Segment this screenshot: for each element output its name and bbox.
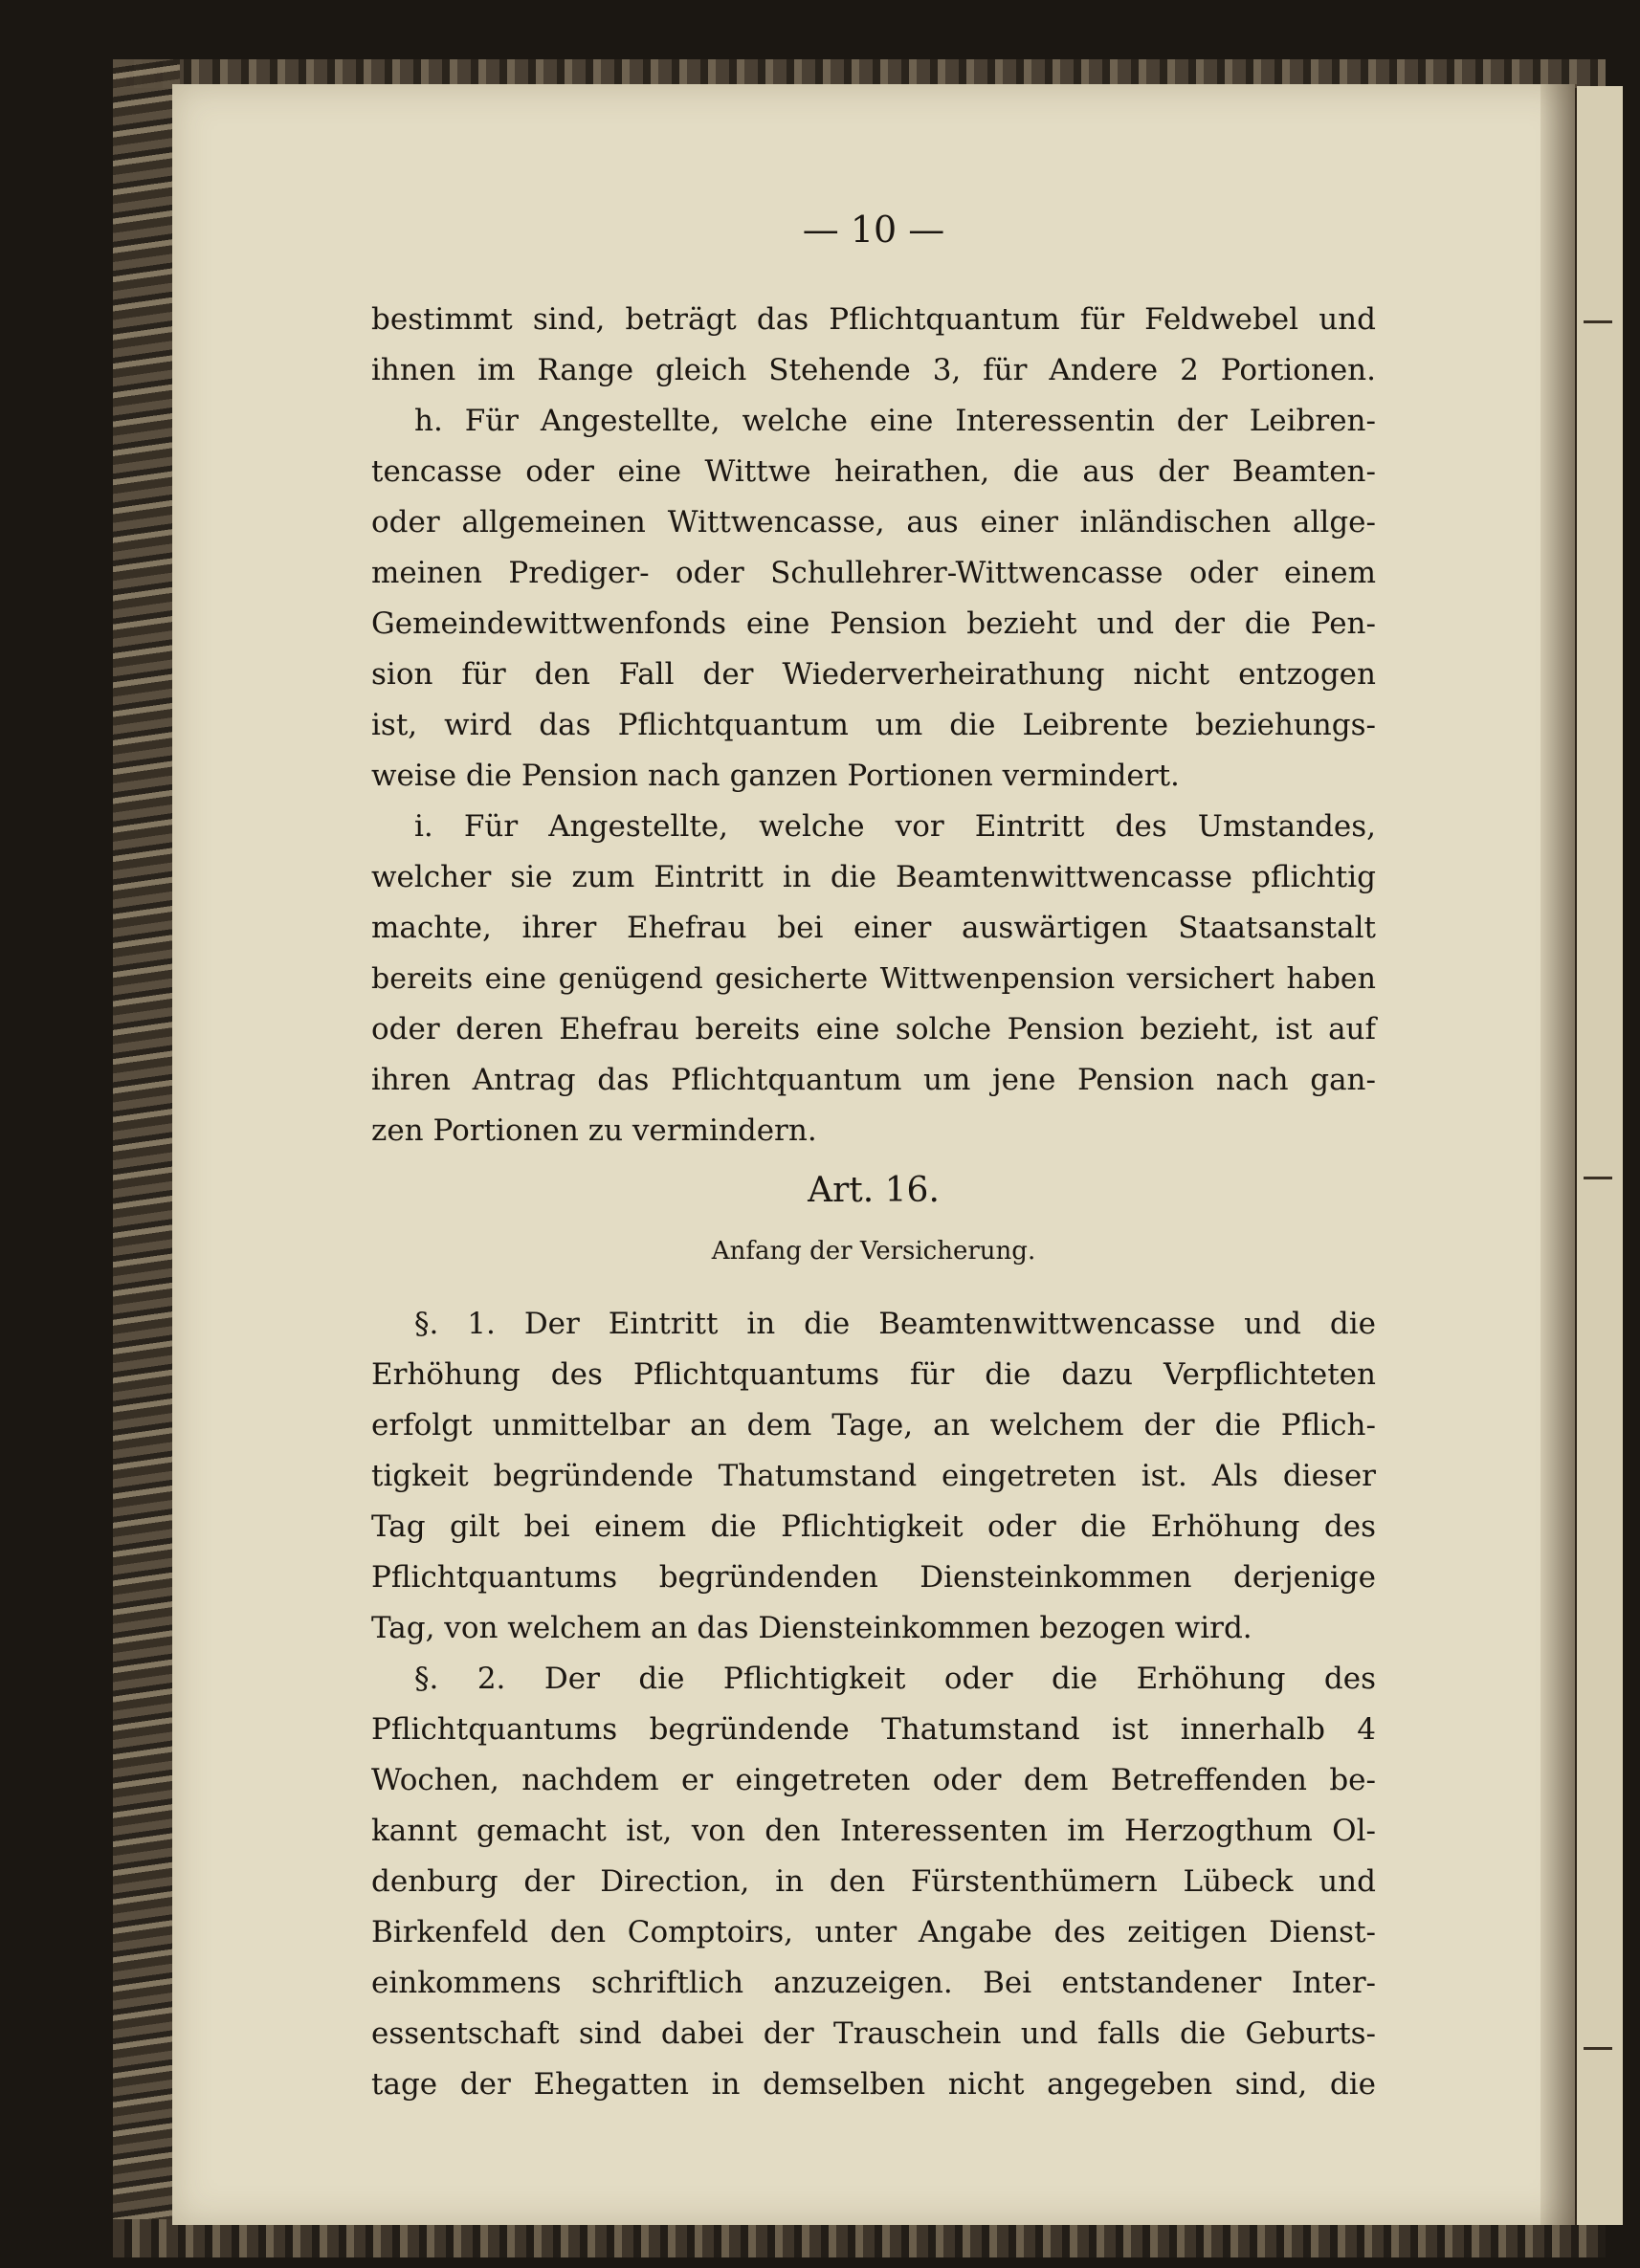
book-cover-bottom xyxy=(113,2219,1606,2257)
text-line: ist, wird das Pflichtquantum um die Leibrente beziehungs- xyxy=(371,708,1376,742)
text-block-2 xyxy=(371,1299,1376,2110)
binding-stitch xyxy=(1584,320,1612,323)
text-line: sion für den Fall der Wiederverheirathung nicht entzogen xyxy=(371,657,1376,692)
text-line: weise die Pension nach ganzen Portionen vermindert. xyxy=(371,759,1180,793)
facing-page-edge xyxy=(1577,86,1623,2225)
text-line: machte, ihrer Ehefrau bei einer auswärtigen Staatsanstalt xyxy=(371,911,1376,945)
text-line: §. 2. Der die Pflichtigkeit oder die Erhöhung des xyxy=(414,1662,1376,1696)
text-line: denburg der Direction, in den Fürstenthümern Lübeck und xyxy=(371,1864,1376,1899)
text-line: essentschaft sind dabei der Trauschein und falls die Geburts- xyxy=(371,2016,1376,2051)
text-line: bestimmt sind, beträgt das Pflichtquantum für Feldwebel und xyxy=(371,302,1376,337)
text-line: Tag gilt bei einem die Pflichtigkeit oder die Erhöhung des xyxy=(371,1509,1376,1544)
text-line: Pflichtquantums begründende Thatumstand ist innerhalb 4 xyxy=(371,1712,1376,1747)
text-line: Tag, von welchem an das Diensteinkommen bezogen wird. xyxy=(371,1611,1252,1645)
text-line: ihnen im Range gleich Stehende 3, für Andere 2 Portionen. xyxy=(371,353,1376,387)
book-cover-marbled-edge xyxy=(113,59,180,2245)
text-line: Gemeindewittwenfonds eine Pension bezieht und der die Pen- xyxy=(371,606,1376,641)
text-line: tage der Ehegatten in demselben nicht angegeben sind, die xyxy=(371,2067,1376,2102)
text-line: bereits eine genügend gesicherte Wittwenpension versichert haben xyxy=(371,962,1376,996)
text-line: tencasse oder eine Wittwe heirathen, die aus der Beamten- xyxy=(371,454,1376,489)
text-line: §. 1. Der Eintritt in die Beamtenwittwencasse und die xyxy=(414,1307,1376,1341)
page-gutter-shadow xyxy=(1540,84,1577,2225)
text-line: welcher sie zum Eintritt in die Beamtenwittwencasse pflichtig xyxy=(371,860,1376,894)
text-line: Wochen, nachdem er eingetreten oder dem Betreffenden be- xyxy=(371,1763,1376,1797)
text-line: meinen Prediger- oder Schullehrer-Wittwencasse oder einem xyxy=(371,556,1376,590)
article-title: Art. 16. xyxy=(808,1171,940,1210)
page-number: — 10 — xyxy=(802,209,945,251)
text-line: tigkeit begründende Thatumstand eingetreten ist. Als dieser xyxy=(371,1459,1376,1493)
text-block-1 xyxy=(371,295,1376,1156)
article-subtitle: Anfang der Versicherung. xyxy=(711,1237,1036,1266)
binding-stitch xyxy=(1584,2047,1612,2050)
text-line: i. Für Angestellte, welche vor Eintritt des Umstandes, xyxy=(414,809,1376,844)
text-line: erfolgt unmittelbar an dem Tage, an welchem der die Pflich- xyxy=(371,1408,1376,1442)
text-line: kannt gemacht ist, von den Interessenten im Herzogthum Ol- xyxy=(371,1814,1376,1848)
text-line: oder allgemeinen Wittwencasse, aus einer inländischen allge- xyxy=(371,505,1376,539)
text-line: einkommens schriftlich anzuzeigen. Bei entstandener Inter- xyxy=(371,1966,1376,2000)
text-line: Birkenfeld den Comptoirs, unter Angabe des zeitigen Dienst- xyxy=(371,1915,1376,1949)
binding-stitch xyxy=(1584,1177,1612,1179)
text-line: zen Portionen zu vermindern. xyxy=(371,1113,817,1148)
text-line: h. Für Angestellte, welche eine Interessentin der Leibren- xyxy=(414,404,1376,438)
text-line: Pflichtquantums begründenden Diensteinkommen derjenige xyxy=(371,1560,1376,1595)
text-line: Erhöhung des Pflichtquantums für die dazu Verpflichteten xyxy=(371,1357,1376,1392)
text-line: oder deren Ehefrau bereits eine solche Pension bezieht, ist auf xyxy=(371,1012,1376,1046)
text-line: ihren Antrag das Pflichtquantum um jene Pension nach gan- xyxy=(371,1063,1376,1097)
